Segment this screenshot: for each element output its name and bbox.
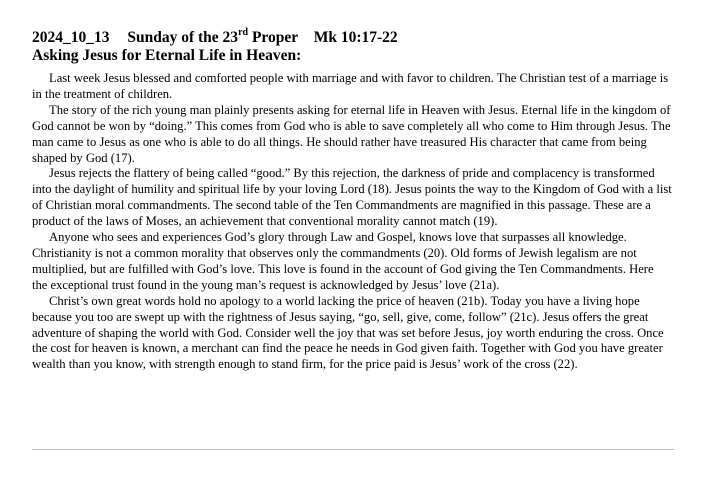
occasion-suffix: Proper bbox=[248, 29, 298, 46]
paragraph: Christ’s own great words hold no apology to a world lacking the price of heaven (21b). Today you have a living hope because you too are swept up with the rightness of Jesus saying, “go, sell, give, come, follow” (21c). Jesus offers the great adventure of shaping the world with God. Consider well the joy that was set before Jesus, joy worth enduring the cross. Once the cost for heaven is known, a merchant can find the peace he needs in God given faith. Together with God you have greater wealth than you know, with strength enough to stand firm, for the price paid is Jesus’ work of the cross (22). bbox=[32, 293, 664, 372]
paragraph: Last week Jesus blessed and comforted people with marriage and with favor to children. The Christian test of a marriage is in the treatment of children. bbox=[32, 71, 669, 101]
sermon-subtitle: Asking Jesus for Eternal Life in Heaven: bbox=[32, 47, 302, 64]
sermon-date: 2024_10_13 bbox=[32, 29, 110, 46]
paragraph: Anyone who sees and experiences God’s glory through Law and Gospel, knows love that surpasses all knowledge. Christianity is not a common morality that observes only the commandments (20). Old forms of Jewish legalism are not multiplied, but are fulfilled with God’s love. This love is found in the account of God giving the Ten Commandments. Here the exceptional trust found in the young man’s request is acknowledged by Jesus’ love (21a). bbox=[32, 230, 654, 292]
footer-divider bbox=[32, 449, 674, 450]
scripture-reference: Mk 10:17-22 bbox=[313, 29, 398, 46]
title-line bbox=[32, 26, 692, 47]
occasion-ordinal: rd bbox=[238, 26, 249, 38]
sermon-body bbox=[32, 71, 672, 373]
occasion-prefix: Sunday of the 23 bbox=[127, 29, 239, 46]
paragraph: Jesus rejects the flattery of being called “good.” By this rejection, the darkness of pride and complacency is transformed into the daylight of humility and spiritual life by your loving Lord (18). Jesus points the way to the Kingdom of God with a list of Christian moral commandments. The second table of the Ten Commandments are magnified in this passage. These are a product of the laws of Moses, an achievement that conventional morality cannot match (19). bbox=[32, 166, 672, 229]
paragraph: The story of the rich young man plainly presents asking for eternal life in Heaven with Jesus. Eternal life in the kingdom of God cannot be won by “doing.” This comes from God who is able to save completely all who come to Him through Jesus. The man came to Jesus as one who is able to do all things. He should rather have treasured His character that came from being shaped by God (17). bbox=[32, 102, 671, 165]
occasion-title bbox=[127, 26, 298, 46]
document-header bbox=[32, 26, 692, 65]
